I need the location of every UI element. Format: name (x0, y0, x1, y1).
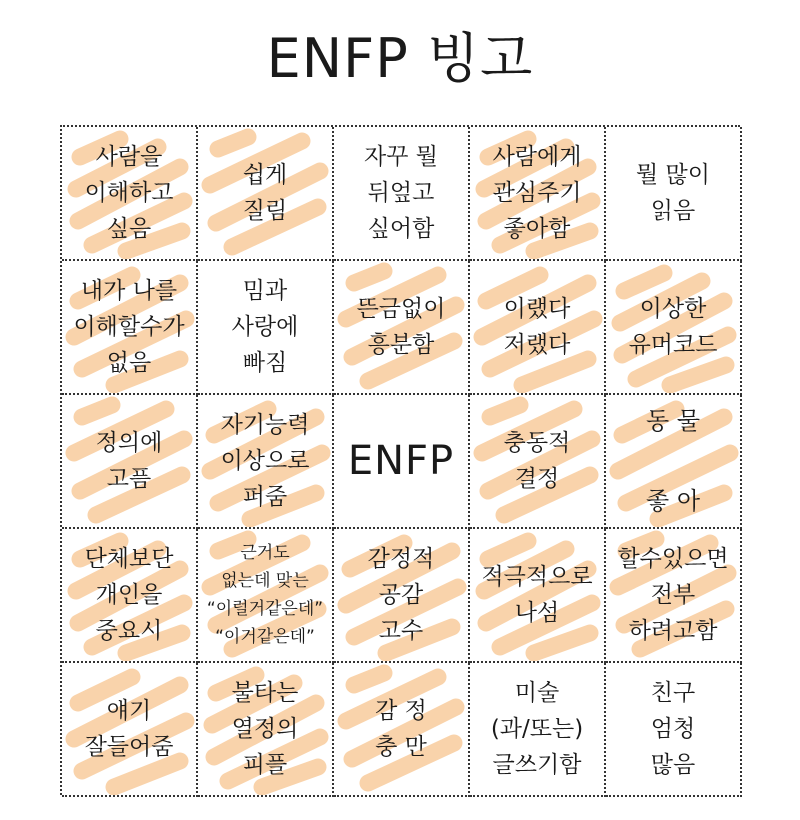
cell-label: 사람을 이해하고 싶음 (84, 144, 174, 242)
cell-label: 자기능력 이상으로 퍼줌 (220, 412, 310, 510)
bingo-cell[interactable] (470, 395, 606, 529)
bingo-cell[interactable] (62, 663, 198, 797)
cell-label: 친구 엄청 많음 (650, 680, 696, 778)
cell-label: 할수있으면 전부 하려고함 (617, 546, 729, 644)
bingo-cell[interactable] (606, 261, 742, 395)
bingo-cell[interactable] (470, 127, 606, 261)
cell-label: 내가 나를 이해할수가 없음 (73, 278, 185, 376)
bingo-cell[interactable] (334, 127, 470, 261)
bingo-cell[interactable] (334, 261, 470, 395)
cell-label: 적극적으로 나섬 (481, 564, 593, 626)
bingo-cell[interactable] (470, 663, 606, 797)
page-title: ENFP 빙고 (266, 27, 534, 90)
cell-label: 단체보단 개인을 중요시 (84, 546, 174, 644)
cell-label: 뜬금없이 흥분함 (356, 296, 446, 358)
cell-label: 충동적 결정 (503, 430, 571, 492)
cell-label: 이랬다 저랬다 (503, 296, 571, 358)
bingo-free-cell[interactable] (334, 395, 470, 529)
cell-label: 뭘 많이 읽음 (636, 162, 710, 224)
bingo-cell[interactable] (62, 529, 198, 663)
cell-label: 동 물 좋 아 (646, 407, 700, 515)
cell-label: 자꾸 뭘 뒤엎고 싶어함 (364, 144, 438, 242)
cell-label: 사람에게 관심주기 좋아함 (492, 144, 582, 242)
bingo-cell[interactable] (606, 127, 742, 261)
bingo-cell[interactable] (62, 261, 198, 395)
cell-label: 정의에 고픔 (95, 430, 163, 492)
bingo-cell[interactable] (470, 529, 606, 663)
bingo-cell[interactable] (198, 663, 334, 797)
bingo-cell[interactable] (62, 127, 198, 261)
bingo-cell[interactable] (198, 395, 334, 529)
bingo-cell[interactable] (334, 529, 470, 663)
cell-label: 밈과 사랑에 빠짐 (231, 278, 299, 376)
cell-label: 얘기 잘들어줌 (84, 698, 174, 760)
cell-label: 불타는 열정의 피플 (231, 680, 299, 778)
cell-label: 감 정 충 만 (375, 698, 427, 760)
bingo-cell[interactable] (606, 663, 742, 797)
bingo-cell[interactable] (198, 261, 334, 395)
cell-label: 쉽게 질림 (242, 162, 288, 224)
cell-label: 이상한 유머코드 (628, 296, 718, 358)
cell-label: 감정적 공감 고수 (367, 546, 435, 644)
cell-label: 근거도 없는데 맞는 “이럴거같은데” “이거같은데” (206, 543, 324, 647)
cell-label: 미술 (과/또는) 글쓰기함 (490, 680, 584, 778)
bingo-cell[interactable] (198, 127, 334, 261)
bingo-cell[interactable] (606, 529, 742, 663)
cell-label: ENFP (347, 438, 455, 484)
bingo-cell[interactable] (198, 529, 334, 663)
bingo-cell[interactable] (334, 663, 470, 797)
bingo-cell[interactable] (470, 261, 606, 395)
bingo-cell[interactable] (606, 395, 742, 529)
bingo-board (60, 125, 740, 795)
bingo-cell[interactable] (62, 395, 198, 529)
